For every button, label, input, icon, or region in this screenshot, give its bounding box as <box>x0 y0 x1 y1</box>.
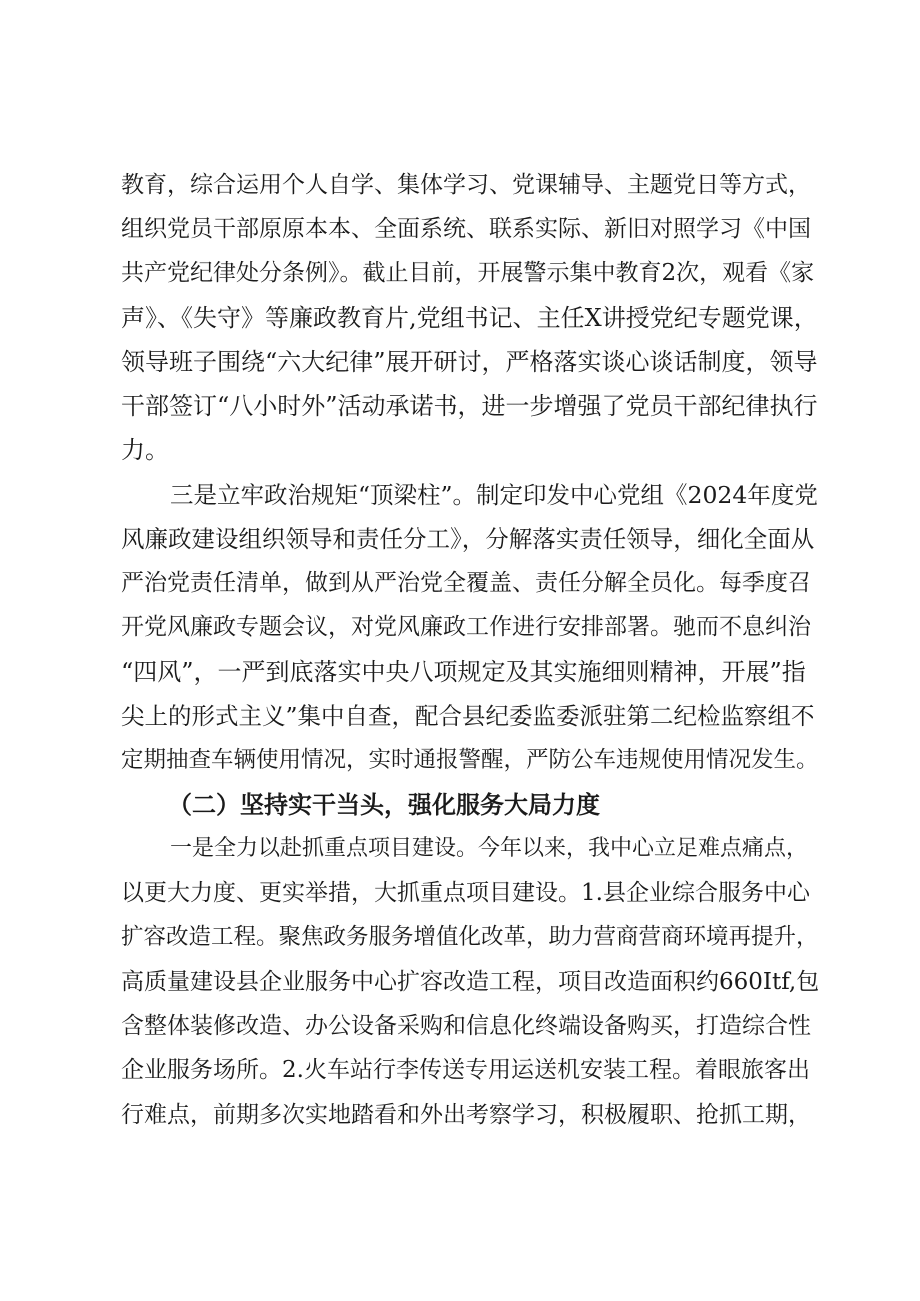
text-line <box>0 163 920 207</box>
line-text: “四风”，一严到底落实中央八项规定及其实施细则精神，开展”指 <box>121 658 806 686</box>
line-text: 高质量建设县企业服务中心扩容改造工程，项目改造面积约660Itf,包 <box>121 969 820 995</box>
section-heading-text: （二）坚持实干当头，强化服务大局力度 <box>168 790 600 819</box>
line-text: 共产党纪律处分条例》。截止目前，开展警示集中教育2次，观看《家 <box>121 260 815 286</box>
line-text: 组织党员干部原原本本、全面系统、联系实际、新旧对照学习《中国 <box>121 216 811 242</box>
text-line <box>0 340 920 384</box>
text-line <box>0 650 920 694</box>
section-heading <box>0 783 920 827</box>
line-text: 含整体装修改造、办公设备采购和信息化终端设备购买，打造综合性 <box>121 1013 811 1039</box>
line-text: 三是立牢政治规矩“顶梁柱”。制定印发中心党组《2024年度党 <box>170 481 818 509</box>
line-text: 一是全力以赴抓重点项目建设。今年以来，我中心立足难点痛点， <box>170 836 809 861</box>
text-line <box>0 1004 920 1048</box>
text-line <box>0 694 920 738</box>
text-line <box>0 1093 920 1137</box>
text-line <box>0 384 920 428</box>
text-line <box>0 915 920 959</box>
text-line <box>0 428 920 472</box>
text-line <box>0 605 920 649</box>
line-text: 领导班子围绕“六大纪律”展开研讨，严格落实谈心谈话制度，领导 <box>121 348 818 376</box>
line-text: 扩容改造工程。聚焦政务服务增值化改革，助力营商营商环境再提升， <box>121 924 819 950</box>
line-text: 严治党责任清单，做到从严治党全覆盖、责任分解全员化。每季度召 <box>121 570 811 596</box>
text-line <box>0 517 920 561</box>
text-line <box>0 827 920 871</box>
text-line <box>0 561 920 605</box>
text-line <box>0 1048 920 1092</box>
text-line <box>0 296 920 340</box>
text-line <box>0 960 920 1004</box>
line-text: 以更大力度、更实举措，大抓重点项目建设。1.县企业综合服务中心 <box>121 880 810 906</box>
line-text: 干部签订“八小时外”活动承诺书，进一步增强了党员干部纪律执行 <box>121 392 818 420</box>
line-text: 定期抽查车辆使用情况，实时通报警醒，严防公车违规使用情况发生。 <box>121 747 819 773</box>
line-text: 开党风廉政专题会议，对党风廉政工作进行安排部署。驰而不息纠治 <box>121 614 811 640</box>
text-line <box>0 871 920 915</box>
text-line <box>0 207 920 251</box>
line-text: 教育，综合运用个人自学、集体学习、党课辅导、主题党日等方式， <box>121 172 811 198</box>
text-line <box>0 738 920 782</box>
text-line <box>0 473 920 517</box>
line-text: 风廉政建设组织领导和责任分工》，分解落实责任领导，细化全面从 <box>121 525 815 553</box>
line-text: 企业服务场所。2.火车站行李传送专用运送机安装工程。着眼旅客出 <box>121 1057 810 1083</box>
text-line <box>0 251 920 295</box>
line-text: 声》、《失守》等廉政教育片,党组书记、主任X讲授党纪专题党课， <box>121 304 818 332</box>
line-text: 力。 <box>121 436 169 464</box>
line-text: 尖上的形式主义”集中自查，配合县纪委监委派驻第二纪检监察组不 <box>121 702 815 730</box>
line-text: 行难点，前期多次实地踏看和外出考察学习，积极履职、抢抓工期， <box>121 1102 811 1128</box>
